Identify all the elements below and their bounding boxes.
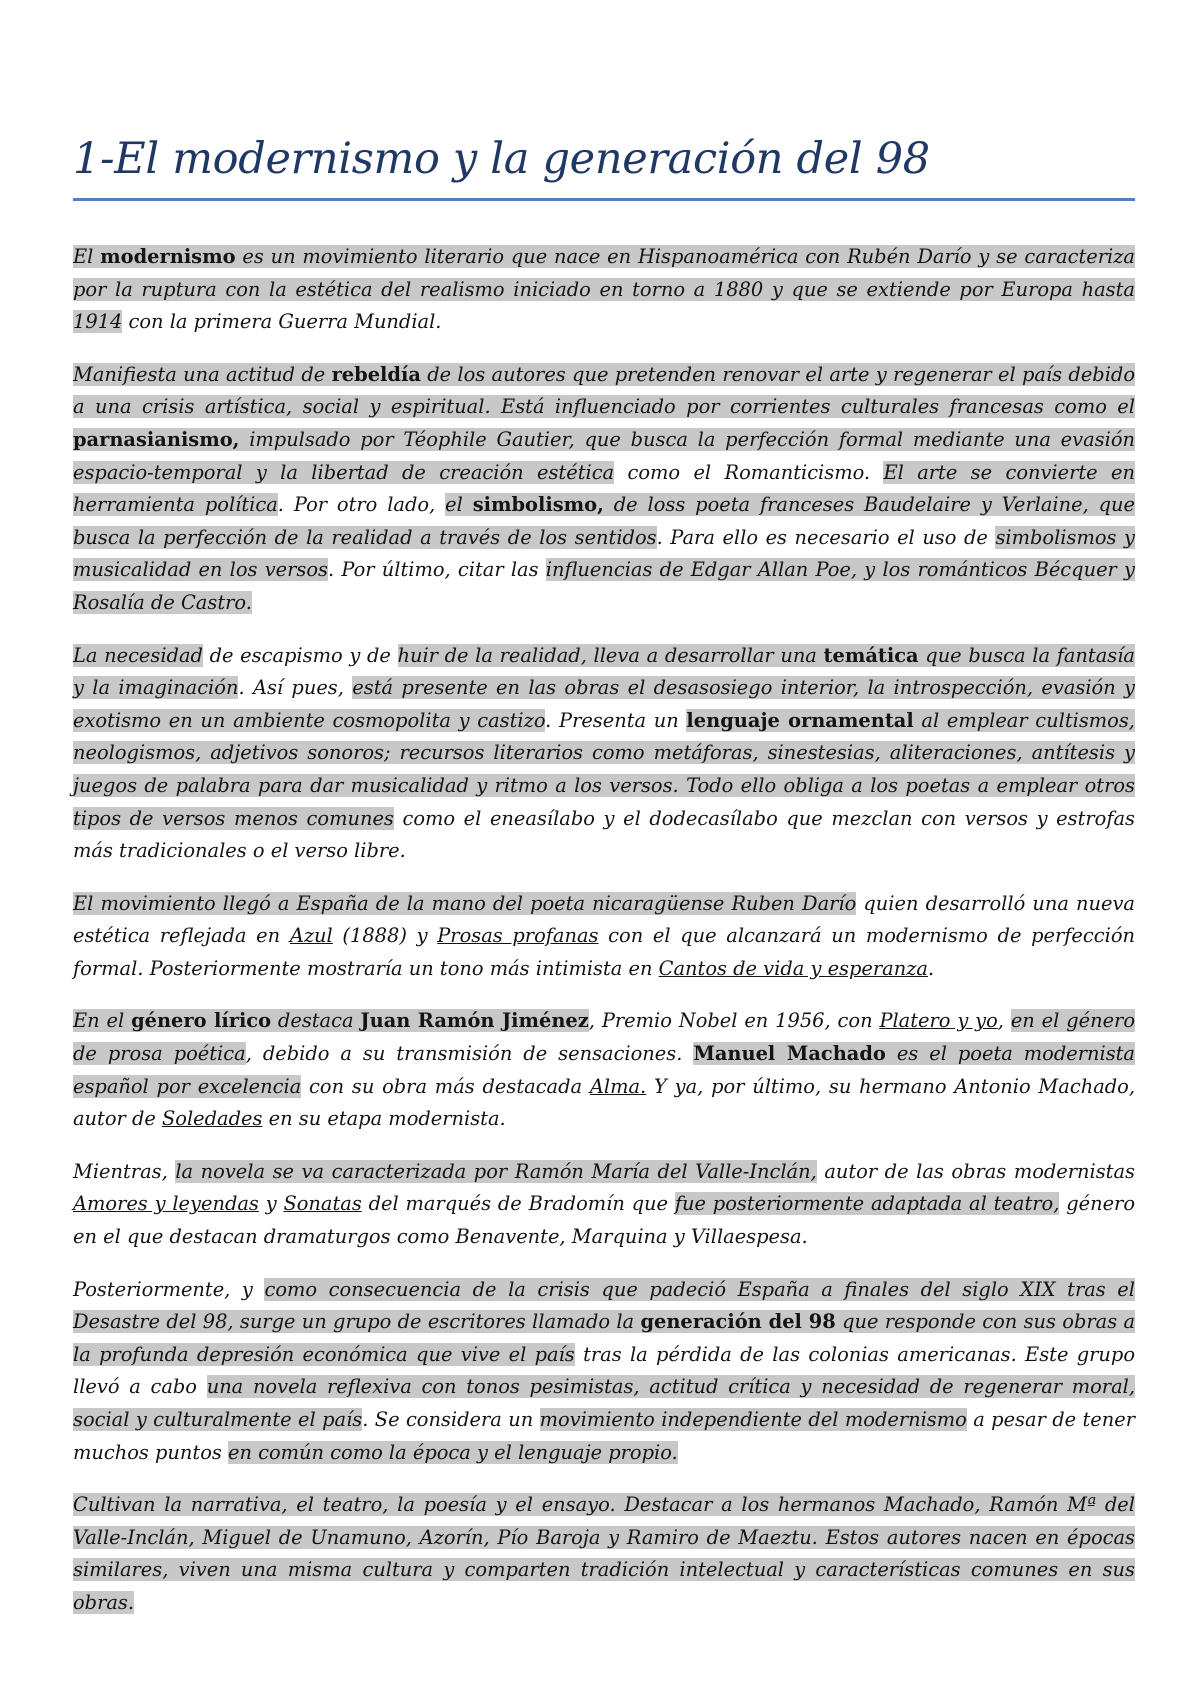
text-run: al emplear cultismos, neologismos, adjetivos sonoros; recursos literarios como metáforas, sinestesias, aliteraciones, antítesis y juegos de palabra para dar musicalidad y ritmo a los versos. Todo ello obliga a los poetas a emplear otros tipos de versos menos comunes — [73, 708, 1135, 830]
paragraph — [73, 1005, 1135, 1135]
text-run: El — [73, 245, 101, 268]
text-run: . Por último, citar las — [327, 558, 546, 582]
text-run: . Por otro lado, — [277, 493, 446, 517]
text-run: , debido a su transmisión de sensaciones. — [245, 1042, 694, 1066]
text-run: de los autores que pretenden renovar el arte y regenerar el país debido a una crisis artística, social y espiritual. Está influenciado por corrientes culturales francesas como el — [73, 362, 1135, 419]
text-run: del marqués de Bradomín que — [361, 1192, 675, 1216]
work-title: Alma. — [589, 1074, 647, 1098]
text-run: influencias de Edgar Allan Poe, y los románticos Bécquer y Rosalía de Castro. — [73, 558, 1135, 614]
key-term: temática — [823, 643, 919, 667]
text-run: huir de la realidad, lleva a desarrollar una — [397, 643, 824, 667]
text-run: de loss poeta franceses Baudelaire y Verlaine, que busca la perfección de la realidad a través de los sentidos — [73, 493, 1136, 549]
text-run: en el género de prosa poética — [73, 1009, 1135, 1066]
text-run: y — [258, 1192, 284, 1216]
text-run: la novela se va caracterizada por Ramón María del Valle-Inclán, — [175, 1159, 817, 1183]
paragraph — [73, 1489, 1135, 1619]
text-run: como consecuencia de la crisis que padeció España a finales del siglo XIX tras el Desastre del 98, surge un grupo de escritores llamado la — [73, 1277, 1135, 1334]
text-run: La necesidad — [73, 643, 203, 667]
paragraph — [73, 1274, 1135, 1470]
text-run: como el eneasílabo y el dodecasílabo que mezclan con versos y estrofas más tradicionales o el verso libre. — [73, 806, 1136, 863]
text-run: . — [927, 956, 935, 980]
text-run: . Se considera un — [362, 1408, 540, 1431]
work-title: Sonatas — [283, 1192, 362, 1216]
text-run: que responde con sus obras a la profunda depresión económica que vive el país — [73, 1310, 1136, 1366]
text-run: es un movimiento literario que nace en Hispanoamérica con Rubén Darío y se caracteriza por la ruptura con la estética del realismo iniciado en torno a 1880 y que se extiende por Europa hasta 1914 — [73, 245, 1135, 334]
key-term: Juan Ramón Jiménez — [360, 1009, 589, 1033]
text-run: en su etapa modernista. — [262, 1107, 506, 1131]
work-title: Cantos de vida y esperanza — [658, 956, 928, 980]
text-run: impulsado por Téophile Gautier, — [239, 427, 585, 451]
document-body — [73, 241, 1135, 1620]
text-run: Y ya, por último, su hermano Antonio Machado, autor de — [73, 1074, 1135, 1131]
text-run: fue posteriormente adaptada al teatro, — [674, 1192, 1060, 1216]
text-run: con su obra más destacada — [301, 1074, 590, 1098]
text-run: El movimiento llegó a España de la mano del poeta nicaragüense Ruben Darío — [73, 891, 857, 915]
text-run: el — [445, 493, 473, 517]
text-run: destaca — [271, 1009, 361, 1033]
text-run: (1888) y — [332, 924, 438, 948]
text-run: con la primera Guerra Mundial. — [122, 310, 442, 334]
key-term: simbolismo, — [472, 493, 604, 517]
text-run: tras la pérdida de las colonias americanas. Este grupo llevó a cabo — [73, 1342, 1136, 1399]
work-title: Soledades — [162, 1107, 263, 1131]
key-term: generación del 98 — [640, 1310, 836, 1334]
paragraph — [73, 888, 1135, 986]
key-term: rebeldía — [331, 362, 421, 386]
paragraph — [73, 640, 1135, 868]
text-run: . Así pues, — [238, 676, 353, 700]
text-run: En el — [73, 1009, 132, 1033]
text-run: Mientras, — [73, 1159, 176, 1183]
text-run: quien desarrolló una nueva estética reflejada en — [73, 891, 1135, 948]
page-title: 1-El modernismo y la generación del 98 — [73, 130, 1135, 201]
text-run: autor de las obras modernistas — [816, 1159, 1135, 1183]
text-run: . Presenta un — [545, 708, 687, 732]
text-run: , — [997, 1009, 1011, 1033]
text-run: simbolismos y musicalidad en los versos — [73, 525, 1135, 582]
text-run: en común como la época y el lenguaje propio. — [227, 1440, 678, 1464]
key-term: modernismo — [100, 245, 236, 268]
text-run: a pesar de tener muchos puntos — [73, 1408, 1136, 1464]
paragraph — [73, 359, 1135, 620]
text-run: como el Romanticismo. — [614, 460, 884, 484]
text-run: una novela reflexiva con tonos pesimistas, actitud crítica y necesidad de regenerar moral, social y culturalmente el país — [73, 1375, 1135, 1431]
paragraph — [73, 1156, 1135, 1254]
document-page — [73, 130, 1135, 1620]
text-run: que busca la perfección formal mediante una evasión espacio-temporal y la libertad de creación estética — [73, 427, 1135, 484]
key-term: género lírico — [131, 1009, 272, 1033]
text-run: Cultivan la narrativa, el teatro, la poesía y el ensayo. Destacar a los hermanos Machado, Ramón Mª del Valle-Inclán, Miguel de Unamuno, Azorín, Pío Baroja y Ramiro de Maeztu. Estos autores nacen en épocas similares, viven una misma cultura y comparten tradición intelectual y características comunes en sus obras. — [73, 1493, 1135, 1614]
paragraph — [73, 241, 1135, 339]
text-run: Posteriormente, y — [73, 1277, 265, 1301]
text-run: está presente en las obras el desasosiego interior, la introspección, evasión y exotismo en un ambiente cosmopolita y castizo — [73, 676, 1135, 732]
work-title: Platero y yo — [879, 1009, 998, 1033]
text-run: . Para ello es necesario el uso de — [656, 525, 996, 549]
work-title: Prosas profanas — [437, 924, 599, 948]
text-run: movimiento independiente del modernismo — [539, 1408, 967, 1431]
work-title: Azul — [289, 924, 333, 948]
text-run: Manifiesta una actitud de — [73, 362, 332, 386]
text-run: de escapismo y de — [202, 643, 398, 667]
text-run: género en el que destacan dramaturgos como Benavente, Marquina y Villaespesa. — [73, 1192, 1135, 1249]
key-term: lenguaje ornamental — [686, 708, 914, 732]
key-term: parnasianismo, — [73, 427, 240, 451]
text-run: , Premio Nobel en 1956, con — [588, 1009, 880, 1033]
text-run: El arte se convierte en herramienta política — [73, 460, 1135, 517]
text-run: que busca la fantasía y la imaginación — [73, 643, 1135, 700]
key-term: Manuel Machado — [693, 1042, 886, 1066]
text-run: es el poeta modernista español por excelencia — [73, 1042, 1135, 1098]
text-run: con el que alcanzará un modernismo de perfección formal. Posteriormente mostraría un tono más intimista en — [73, 924, 1135, 980]
work-title: Amores y leyendas — [73, 1192, 259, 1216]
